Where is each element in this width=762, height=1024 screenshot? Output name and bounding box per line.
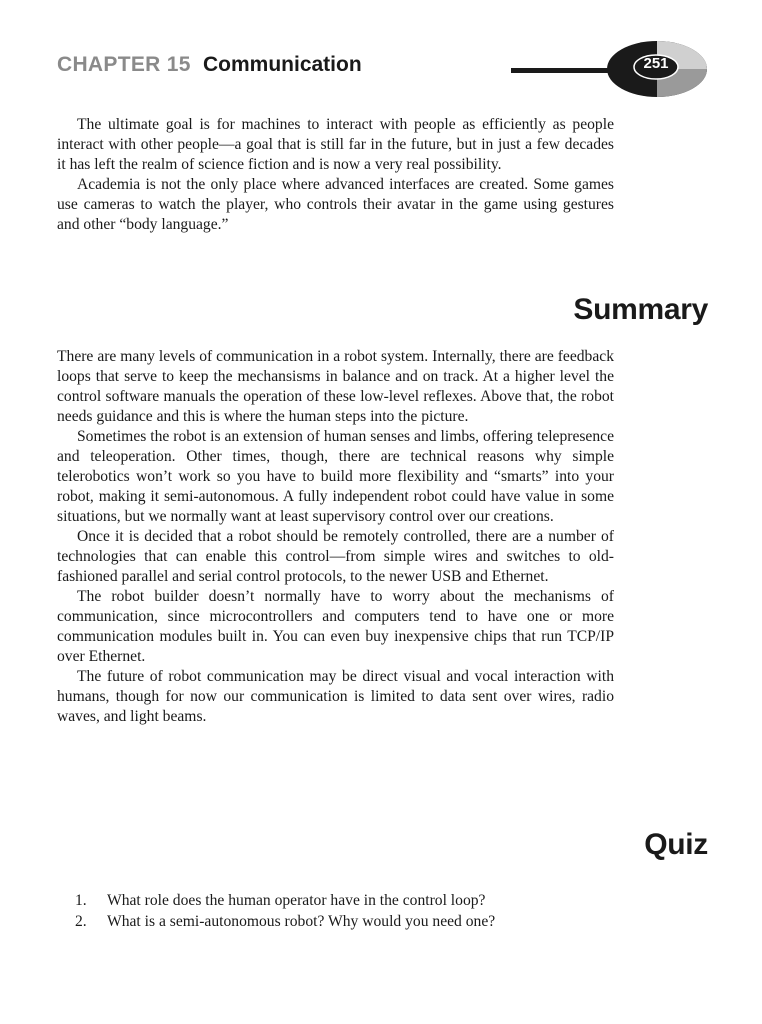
chapter-title: Communication — [203, 53, 362, 76]
page-number: 251 — [643, 55, 669, 72]
intro-paragraph: Academia is not the only place where advanced interfaces are created. Some games use cameras to watch the player, who controls their avatar in the game using gestures and other “body language.” — [57, 176, 614, 233]
quiz-item — [75, 911, 635, 932]
page-number-badge-graphic — [507, 37, 717, 101]
summary-paragraph: The future of robot communication may be direct visual and vocal interaction with humans, though for now our communication is limited to data sent over wires, radio waves, and light beams. — [57, 668, 614, 725]
quiz-heading: Quiz — [644, 828, 708, 861]
quiz-item-number: 2. — [75, 913, 87, 930]
summary-text — [57, 347, 614, 727]
chapter-label: CHAPTER 15 — [57, 53, 191, 76]
summary-paragraph: Sometimes the robot is an extension of human senses and limbs, offering telepresence and teleoperation. Other times, though, there are technical reasons why simple telerobotics won’t work so you have to build more flexibility and “smarts” into your robot, making it semi-autonomous. A fully independent robot could have value in some situations, but we normally want at least supervisory control over our creations. — [57, 428, 614, 525]
summary-paragraph: The robot builder doesn’t normally have to worry about the mechanisms of communication, since microcontrollers and computers tend to have one or more communication modules built in. You can even buy inexpensive chips that run TCP/IP over Ethernet. — [57, 588, 614, 665]
summary-paragraph: Once it is decided that a robot should be remotely controlled, there are a number of technologies that can enable this control—from simple wires and switches to old-fashioned parallel and serial control protocols, to the newer USB and Ethernet. — [57, 528, 614, 585]
intro-text — [57, 115, 614, 235]
page-header — [57, 50, 717, 100]
quiz-item-text: What is a semi-autonomous robot? Why would you need one? — [107, 913, 496, 930]
quiz-item — [75, 890, 635, 911]
intro-paragraph: The ultimate goal is for machines to interact with people as efficiently as people interact with other people—a goal that is still far in the future, but in just a few decades it has left the realm of science fiction and is now a very real possibility. — [57, 116, 614, 173]
summary-heading: Summary — [573, 293, 708, 326]
quiz-list — [75, 890, 635, 932]
quiz-item-text: What role does the human operator have in the control loop? — [107, 892, 486, 909]
quiz-item-number: 1. — [75, 892, 87, 909]
summary-paragraph: There are many levels of communication in a robot system. Internally, there are feedback loops that serve to keep the mechansisms in balance and on track. At a higher level the control software manuals the operation of these low-level reflexes. Above that, the robot needs guidance and this is where the human steps into the picture. — [57, 348, 614, 425]
